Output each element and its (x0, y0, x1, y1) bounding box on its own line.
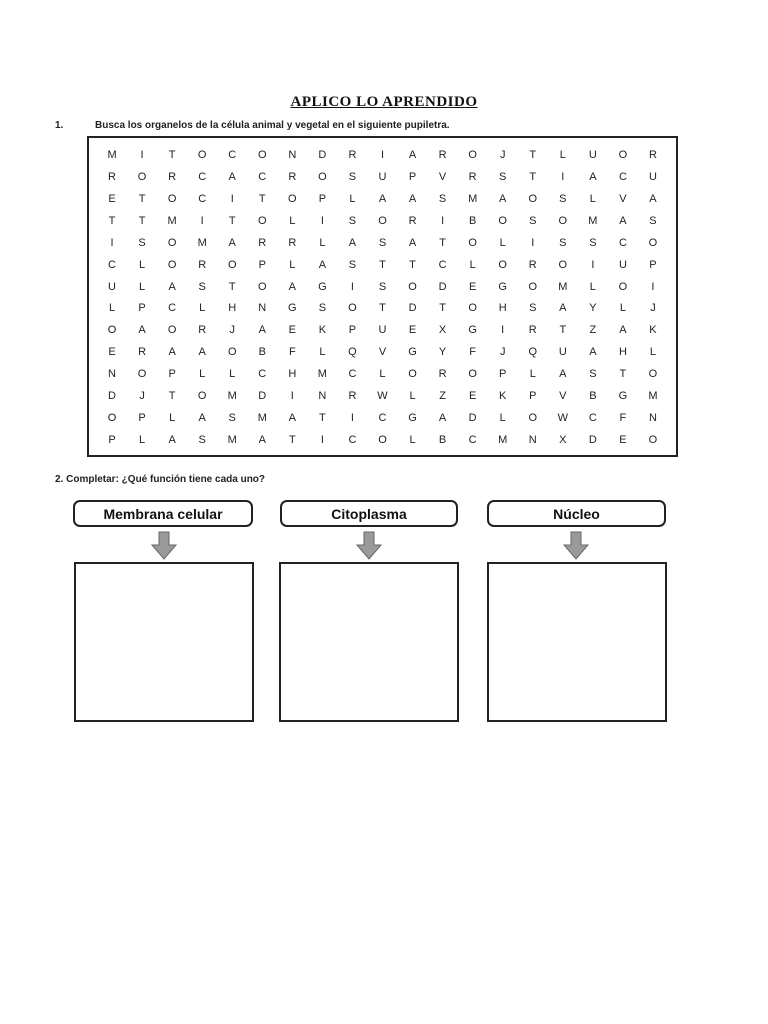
grid-cell: N (108, 368, 116, 381)
grid-cell: Q (348, 346, 357, 359)
grid-cell: I (320, 434, 324, 447)
grid-cell: S (438, 192, 447, 205)
grid-cell: C (258, 170, 267, 183)
grid-cell: F (469, 346, 477, 359)
grid-cell: L (649, 346, 657, 359)
grid-cell: L (199, 302, 206, 315)
grid-cell: O (107, 324, 117, 337)
grid-cell: A (649, 192, 657, 205)
grid-cell: U (378, 170, 387, 183)
answer-box-citoplasma[interactable] (279, 562, 459, 722)
grid-cell: A (288, 280, 296, 293)
grid-cell: P (499, 368, 507, 381)
grid-cell: W (377, 390, 388, 403)
grid-cell: O (348, 302, 357, 315)
grid-cell: I (501, 324, 505, 337)
grid-cell: D (588, 434, 597, 447)
grid-cell: A (408, 148, 417, 161)
grid-cell: S (228, 412, 236, 425)
grid-cell: P (168, 368, 176, 381)
grid-cell: P (408, 170, 417, 183)
instruction-2-number: 2. (55, 474, 64, 485)
grid-cell: R (198, 324, 207, 337)
instruction-1 (55, 120, 450, 131)
grid-cell: N (258, 302, 267, 315)
grid-cell: A (408, 236, 417, 249)
grid-cell: T (228, 280, 236, 293)
grid-cell: U (588, 148, 597, 161)
grid-cell: R (108, 170, 116, 183)
grid-cell: O (258, 280, 267, 293)
grid-cell: A (228, 236, 236, 249)
grid-cell: E (619, 434, 627, 447)
grid-cell: E (468, 390, 477, 403)
grid-cell: S (559, 192, 567, 205)
grid-cell: I (110, 236, 114, 249)
grid-cell: P (348, 324, 357, 337)
grid-cell: N (648, 412, 657, 425)
grid-cell: O (408, 368, 417, 381)
grid-cell: L (589, 280, 596, 293)
grid-cell: H (288, 368, 297, 381)
grid-cell: V (438, 170, 447, 183)
grid-cell: P (138, 302, 146, 315)
grid-cell: Y (589, 302, 597, 315)
grid-cell: L (379, 368, 386, 381)
grid-cell: I (561, 170, 565, 183)
grid-cell: S (318, 302, 327, 315)
grid-cell: O (528, 412, 538, 425)
grid-cell: I (290, 390, 294, 403)
grid-cell: G (618, 390, 628, 403)
grid-cell: X (559, 434, 567, 447)
arrow-down-icon (562, 531, 590, 561)
grid-cell: R (528, 258, 537, 271)
grid-cell: O (227, 346, 237, 359)
grid-cell: L (229, 368, 236, 381)
grid-cell: S (529, 214, 537, 227)
grid-cell: A (408, 192, 417, 205)
grid-cell: C (348, 368, 357, 381)
grid-cell: L (319, 346, 326, 359)
instruction-2 (55, 474, 265, 485)
grid-cell: O (498, 214, 507, 227)
grid-cell: M (227, 434, 237, 447)
grid-cell: U (648, 170, 657, 183)
grid-cell: L (619, 302, 626, 315)
grid-cell: K (499, 390, 507, 403)
grid-cell: C (378, 412, 387, 425)
grid-cell: S (529, 302, 537, 315)
grid-cell: C (168, 302, 177, 315)
grid-cell: C (438, 258, 447, 271)
grid-cell: S (378, 280, 387, 293)
grid-cell: R (138, 346, 147, 359)
grid-cell: O (137, 170, 147, 183)
grid-cell: P (108, 434, 116, 447)
grid-cell: F (619, 412, 627, 425)
grid-cell: O (167, 324, 177, 337)
grid-cell: O (288, 192, 297, 205)
grid-cell: T (439, 302, 446, 315)
grid-cell: H (498, 302, 507, 315)
grid-cell: B (438, 434, 447, 447)
grid-cell: O (378, 434, 387, 447)
grid-cell: B (589, 390, 597, 403)
grid-cell: D (438, 280, 447, 293)
grid-cell: A (318, 258, 327, 271)
grid-cell: M (317, 368, 327, 381)
grid-cell: A (348, 236, 357, 249)
grid-cell: N (318, 390, 327, 403)
grid-cell: R (168, 170, 177, 183)
grid-cell: L (139, 258, 146, 271)
grid-cell: O (378, 214, 387, 227)
grid-cell: E (408, 324, 417, 337)
answer-box-membrana-celular[interactable] (74, 562, 254, 722)
grid-cell: T (108, 214, 116, 227)
grid-cell: S (589, 368, 597, 381)
grid-cell: O (107, 412, 117, 425)
grid-cell: A (198, 346, 206, 359)
label-membrana-celular: Membrana celular (73, 500, 253, 527)
grid-cell: O (227, 258, 237, 271)
grid-cell: O (167, 258, 177, 271)
grid-cell: N (528, 434, 537, 447)
grid-cell: I (230, 192, 234, 205)
grid-cell: T (529, 170, 537, 183)
grid-cell: A (138, 324, 146, 337)
answer-box-nucleo[interactable] (487, 562, 667, 722)
grid-cell: G (408, 346, 417, 359)
grid-cell: T (379, 302, 386, 315)
grid-cell: L (319, 236, 326, 249)
grid-cell: U (378, 324, 387, 337)
grid-cell: L (349, 192, 356, 205)
grid-cell: T (409, 258, 416, 271)
grid-cell: P (529, 390, 537, 403)
grid-cell: G (318, 280, 327, 293)
grid-cell: U (618, 258, 627, 271)
grid-cell: E (468, 280, 477, 293)
grid-cell: B (258, 346, 266, 359)
grid-cell: M (167, 214, 177, 227)
grid-cell: C (468, 434, 477, 447)
grid-cell: A (438, 412, 447, 425)
grid-cell: J (139, 390, 145, 403)
grid-cell: I (591, 258, 595, 271)
grid-cell: M (468, 192, 478, 205)
grid-cell: U (558, 346, 567, 359)
grid-cell: M (257, 412, 267, 425)
grid-cell: L (289, 214, 296, 227)
grid-cell: O (197, 148, 207, 161)
grid-cell: A (499, 192, 507, 205)
grid-cell: A (288, 412, 296, 425)
grid-cell: L (139, 280, 146, 293)
grid-cell: T (619, 368, 627, 381)
grid-cell: T (258, 192, 266, 205)
grid-cell: J (229, 324, 235, 337)
grid-cell: O (558, 214, 568, 227)
grid-cell: O (528, 280, 538, 293)
grid-cell: S (589, 236, 597, 249)
grid-cell: A (258, 324, 266, 337)
grid-cell: G (498, 280, 507, 293)
grid-cell: D (468, 412, 477, 425)
grid-cell: H (618, 346, 627, 359)
grid-cell: T (559, 324, 567, 337)
grid-cell: I (651, 280, 655, 293)
grid-cell: M (498, 434, 508, 447)
grid-cell: R (648, 148, 657, 161)
grid-cell: T (138, 214, 146, 227)
grid-cell: L (409, 434, 416, 447)
grid-cell: C (348, 434, 357, 447)
grid-cell: J (650, 302, 656, 315)
grid-cell: Z (589, 324, 597, 337)
grid-cell: R (528, 324, 537, 337)
grid-cell: F (288, 346, 296, 359)
grid-cell: A (168, 280, 176, 293)
grid-cell: V (619, 192, 627, 205)
grid-cell: O (318, 170, 327, 183)
grid-cell: L (169, 412, 176, 425)
grid-cell: P (258, 258, 266, 271)
grid-cell: C (108, 258, 116, 271)
grid-cell: A (559, 302, 567, 315)
grid-cell: M (588, 214, 598, 227)
grid-cell: R (408, 214, 417, 227)
arrow-down-icon (355, 531, 383, 561)
grid-cell: O (618, 280, 628, 293)
grid-cell: S (649, 214, 657, 227)
grid-cell: R (198, 258, 207, 271)
grid-cell: O (618, 148, 628, 161)
grid-cell: R (438, 368, 447, 381)
grid-cell: S (348, 170, 357, 183)
grid-cell: M (648, 390, 658, 403)
grid-cell: A (168, 346, 176, 359)
instruction-1-number: 1. (55, 120, 64, 131)
grid-cell: N (288, 148, 297, 161)
grid-cell: P (649, 258, 657, 271)
grid-cell: Q (528, 346, 538, 359)
grid-cell: C (198, 170, 207, 183)
grid-cell: S (138, 236, 146, 249)
grid-cell: R (288, 236, 297, 249)
grid-cell: S (378, 236, 387, 249)
grid-cell: L (589, 192, 596, 205)
grid-cell: T (379, 258, 386, 271)
grid-cell: Z (439, 390, 446, 403)
grid-cell: T (228, 214, 236, 227)
grid-cell: O (167, 192, 177, 205)
grid-cell: D (108, 390, 116, 403)
grid-cell: A (198, 412, 206, 425)
grid-cell: K (318, 324, 327, 337)
grid-cell: L (199, 368, 206, 381)
grid-cell: G (288, 302, 297, 315)
grid-cell: A (168, 434, 176, 447)
grid-cell: O (498, 258, 507, 271)
grid-cell: O (468, 148, 477, 161)
grid-cell: J (499, 346, 506, 359)
grid-cell: I (531, 236, 535, 249)
grid-cell: I (350, 280, 354, 293)
grid-cell: O (528, 192, 538, 205)
grid-cell: R (438, 148, 447, 161)
grid-cell: R (288, 170, 297, 183)
grid-cell: A (589, 170, 597, 183)
grid-cell: R (348, 148, 357, 161)
grid-cell: H (228, 302, 237, 315)
grid-cell: O (648, 368, 658, 381)
label-nucleo: Núcleo (487, 500, 666, 527)
grid-cell: D (408, 302, 417, 315)
grid-cell: V (559, 390, 567, 403)
grid-cell: L (499, 412, 506, 425)
word-search-grid (87, 136, 678, 457)
grid-cell: T (288, 434, 296, 447)
grid-cell: S (559, 236, 567, 249)
grid-cell: L (469, 258, 476, 271)
grid-cell: M (107, 148, 117, 161)
grid-cell: S (348, 258, 357, 271)
grid-cell: A (589, 346, 597, 359)
grid-cell: O (648, 434, 658, 447)
grid-cell: E (108, 346, 116, 359)
grid-cell: O (558, 258, 568, 271)
grid-cell: C (198, 192, 207, 205)
grid-cell: V (378, 346, 387, 359)
grid-cell: I (350, 412, 354, 425)
grid-cell: C (618, 170, 627, 183)
grid-cell: M (197, 236, 207, 249)
grid-cell: L (409, 390, 416, 403)
grid-cell: A (619, 214, 627, 227)
grid-cell: X (438, 324, 447, 337)
grid-cell: I (380, 148, 385, 161)
grid-cell: A (619, 324, 627, 337)
grid-cell: C (588, 412, 597, 425)
grid-cell: C (258, 368, 267, 381)
grid-cell: S (198, 280, 206, 293)
grid-cell: A (378, 192, 387, 205)
grid-cell: O (137, 368, 147, 381)
grid-cell: G (468, 324, 477, 337)
grid-cell: D (258, 390, 267, 403)
grid-cell: Y (438, 346, 447, 359)
grid-cell: T (168, 148, 176, 161)
grid-cell: A (559, 368, 567, 381)
grid-cell: O (258, 148, 267, 161)
grid-cell: O (468, 368, 477, 381)
grid-cell: A (258, 434, 266, 447)
grid-cell: R (348, 390, 357, 403)
grid-cell: P (318, 192, 327, 205)
label-citoplasma: Citoplasma (280, 500, 458, 527)
grid-cell: I (441, 214, 445, 227)
instruction-2-text: Completar: ¿Qué función tiene cada uno? (66, 474, 266, 485)
grid-cell: O (197, 390, 207, 403)
grid-cell: S (499, 170, 507, 183)
grid-cell: O (468, 302, 477, 315)
grid-cell: T (168, 390, 176, 403)
grid-cell: O (258, 214, 267, 227)
grid-cell: C (618, 236, 627, 249)
grid-cell: C (228, 148, 237, 161)
grid-cell: L (559, 148, 566, 161)
grid-cell: K (649, 324, 657, 337)
grid-cell: A (228, 170, 236, 183)
grid-cell: T (529, 148, 537, 161)
grid-cell: O (648, 236, 658, 249)
worksheet-title: APLICO LO APRENDIDO (290, 94, 478, 110)
grid-cell: S (198, 434, 206, 447)
grid-cell: I (320, 214, 324, 227)
grid-cell: W (557, 412, 568, 425)
instruction-1-text: Busca los organelos de la célula animal y vegetal en el siguiente pupiletra. (95, 120, 450, 131)
grid-cell: I (200, 214, 204, 227)
grid-cell: D (318, 148, 327, 161)
grid-cell: T (138, 192, 146, 205)
grid-cell: R (468, 170, 477, 183)
grid-cell: J (499, 148, 506, 161)
grid-cell: T (439, 236, 446, 249)
grid-cell: M (227, 390, 237, 403)
grid-cell: T (319, 412, 326, 425)
grid-cell: O (468, 236, 477, 249)
grid-cell: S (348, 214, 357, 227)
grid-cell: E (288, 324, 296, 337)
grid-cell: L (499, 236, 506, 249)
grid-cell: L (108, 302, 116, 315)
grid-cell: L (289, 258, 296, 271)
grid-cell: P (138, 412, 146, 425)
grid-cell: B (468, 214, 477, 227)
grid-cell: G (408, 412, 417, 425)
arrow-down-icon (150, 531, 178, 561)
grid-cell: O (408, 280, 417, 293)
grid-cell: L (529, 368, 536, 381)
grid-cell: M (558, 280, 568, 293)
grid-cell: R (258, 236, 267, 249)
grid-cell: E (108, 192, 116, 205)
grid-cell: I (140, 148, 144, 161)
grid-cell: L (139, 434, 146, 447)
grid-cell: O (167, 236, 177, 249)
grid-cell: U (108, 280, 116, 293)
